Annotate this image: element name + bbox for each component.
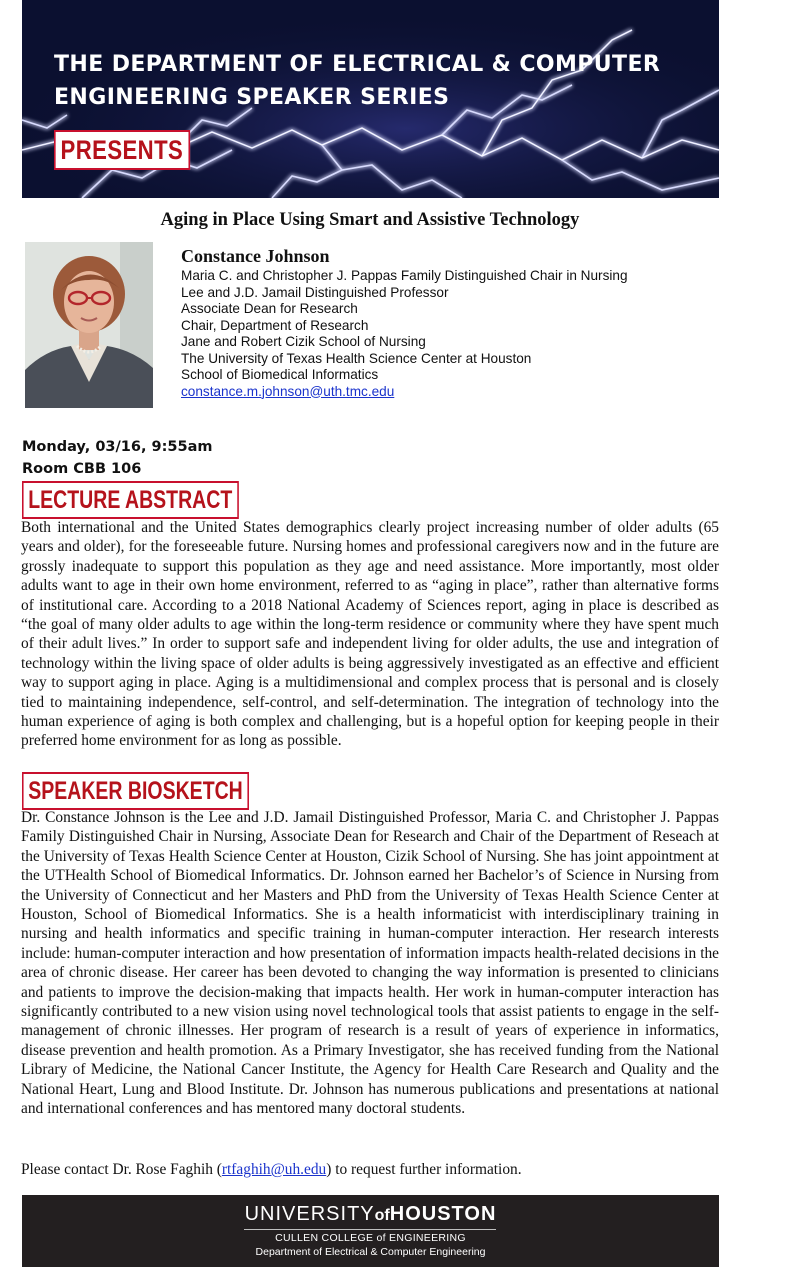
speaker-title-line: Maria C. and Christopher J. Pappas Family Distinguished Chair in Nursing xyxy=(181,268,628,283)
biosketch-text: Dr. Constance Johnson is the Lee and J.D. Jamail Distinguished Professor, Maria C. and Christopher J. Pappas Family Distinguished Chair in Nursing, Associate Dean for Research and Chair of the Department of Reseach at the University of Texas Health Science Center at Houston, Cizik School of Nursing. She has joint appointment at the UTHealth School of Biomedical Informatics. Dr. Johnson earned her Bachelor’s of Science in Nursing from the University of Connecticut and her Masters and PhD from the University of Texas Health Science Center at Houston, School of Biomedical Informatics. She is a health informaticist with interdisciplinary training in nursing and health informatics and specific training in human-computer interaction. Her research interests include: human-computer interaction and how presentation of information impacts health-related decisions in the area of chronic disease. Her career has been devoted to changing the way information is presented to clinicians and patients to improve the decision-making that impacts health. Her work in human-computer interaction has significantly contributed to a new vision using novel technological tools that assist patients to engage in the self-management of chronic illnesses. Her program of research is a result of years of experience in informatics, disease prevention and health promotion. As a Primary Investigator, she has received funding from the National Library of Medicine, the National Cancer Institute, the Agency for Health Care Research and Quality and the National Heart, Lung and Blood Institute. Dr. Johnson has numerous publications and presentations at national and international conferences and has mentored many doctoral students. xyxy=(21,809,719,1118)
speaker-title-line: School of Biomedical Informatics xyxy=(181,367,379,382)
banner-title-line-2: ENGINEERING SPEAKER SERIES xyxy=(54,85,450,110)
department-name: Department of Electrical & Computer Engineering xyxy=(255,1246,486,1258)
biosketch-heading: SPEAKER BIOSKETCH xyxy=(22,772,249,810)
presents-label: PRESENTS xyxy=(54,130,190,170)
banner-title-line-1: THE DEPARTMENT OF ELECTRICAL & COMPUTER xyxy=(54,52,661,77)
college-name: CULLEN COLLEGE of ENGINEERING xyxy=(275,1232,466,1244)
speaker-title-line: Lee and J.D. Jamail Distinguished Professor xyxy=(181,284,449,300)
speaker-photo xyxy=(25,242,153,408)
footer-divider xyxy=(244,1229,496,1230)
event-details xyxy=(22,436,212,480)
abstract-heading: LECTURE ABSTRACT xyxy=(22,481,238,519)
logo-of: of xyxy=(374,1207,390,1224)
speaker-title-line: Jane and Robert Cizik School of Nursing xyxy=(181,334,426,349)
speaker-title-line: Chair, Department of Research xyxy=(181,317,369,333)
contact-text-after: ) to request further information. xyxy=(326,1161,522,1178)
logo-university: UNIVERSITY xyxy=(244,1203,375,1225)
contact-text-before: Please contact Dr. Rose Faghih ( xyxy=(21,1161,222,1178)
speaker-title-line: The University of Texas Health Science Center at Houston xyxy=(181,350,532,366)
speaker-title-line: Associate Dean for Research xyxy=(181,301,358,316)
contact-line xyxy=(21,1160,522,1179)
header-banner xyxy=(22,0,719,198)
speaker-email-link[interactable]: constance.m.johnson@uth.tmc.edu xyxy=(181,383,395,399)
talk-title: Aging in Place Using Smart and Assistive Technology xyxy=(160,210,580,230)
contact-email-link[interactable]: rtfaghih@uh.edu xyxy=(221,1161,327,1178)
logo-houston: HOUSTON xyxy=(389,1203,497,1225)
event-room: Room CBB 106 xyxy=(22,461,142,477)
university-footer xyxy=(22,1195,719,1267)
abstract-text: Both international and the United States demographics clearly project increasing number of older adults (65 years and older), for the foreseeable future. Nursing homes and professional caregivers now and in the future are grossly inadequate to support this population as they age and need assistance. More importantly, most older adults want to age in their own home environment, referred to as “aging in place”, rather than alternative forms of institutional care. According to a 2018 National Academy of Sciences report, aging in place is described as “the goal of many older adults to age within the long-term residence or community where they have spent much of their adult lives.” In order to support safe and independent living for older adults, the use and integration of technology within the living space of older adults is being aggressively investigated as an effective and efficient way to support aging in place. Aging is a multidimensional and complex process that is personal and is closely tied to maintaining independence, self-control, and self-determination. The integration of technology into the human experience of aging is both complex and challenging, but is a hopeful option for keeping people in their preferred home environment for as long as possible. xyxy=(21,519,719,750)
speaker-affiliations xyxy=(181,268,628,400)
event-datetime: Monday, 03/16, 9:55am xyxy=(22,439,213,455)
university-logo xyxy=(22,1203,719,1226)
speaker-name: Constance Johnson xyxy=(181,246,330,266)
